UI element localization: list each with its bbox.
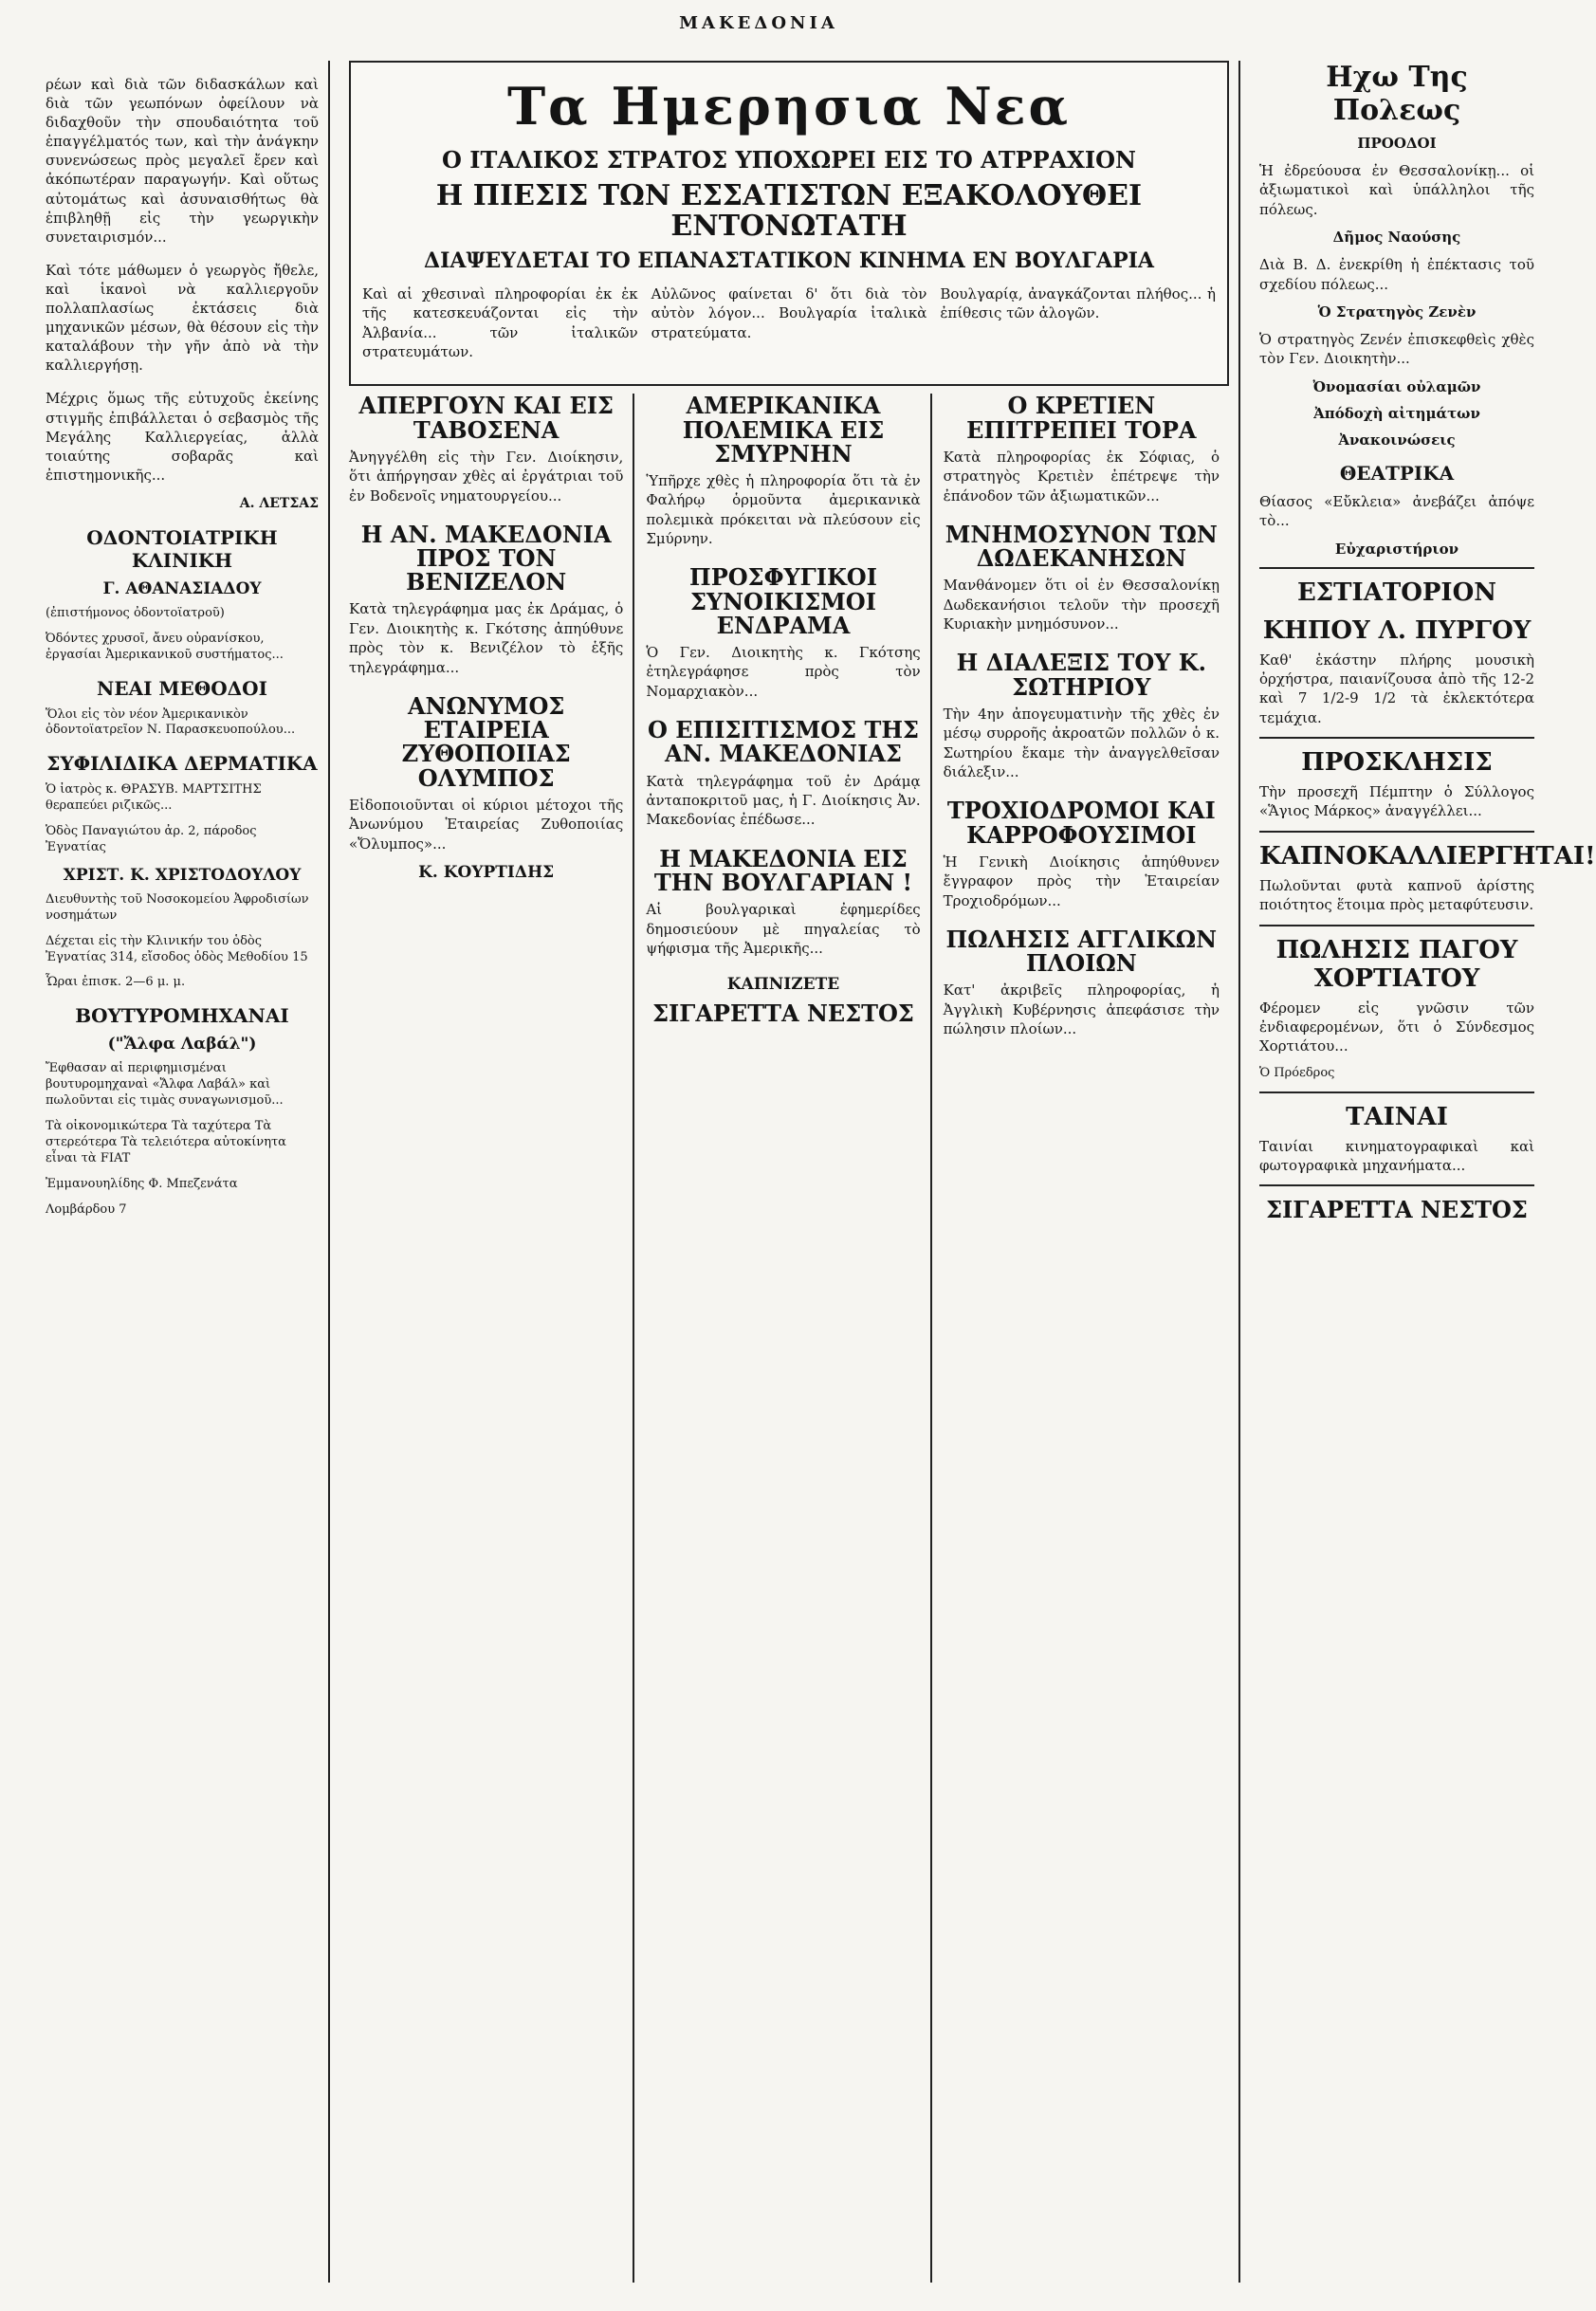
ice-sale-ad-title: ΠΩΛΗΣΙΣ ΠΑΓΟΥ ΧΟΡΤΙΑΤΟΥ [1275, 935, 1518, 993]
left-intro-text-2: Καὶ τότε μάθωμεν ὁ γεωργὸς ἤθελε, καὶ ἱκανοὶ νὰ καλλιεργοῦν πολλαπλασίως ἐκτάσεις διὰ μηχανικῶν μέσων, θὰ θέσουν εἰς τὴν καταλάβουν τὴν γῆν ἀπὸ νὰ τὴν καλλιεργήσῃ. [46, 261, 319, 375]
films-ad-title: ΤΑΙΝΑΙ [1346, 1102, 1448, 1131]
masthead-title: ΜΑΚΕΔΟΝΙΑ [679, 13, 838, 33]
section-brand: Τα Ημερησια Νεα [506, 76, 1072, 137]
story-voulgarian [646, 844, 921, 959]
story-kretien-text: Κατὰ πληροφορίας ἐκ Σόφιας, ὁ στρατηγὸς Κρετιὲν ἐπέτρεψε τὴν ἐπάνοδον τῶν ἀξιωματικῶν... [943, 448, 1220, 504]
dental-text: Ὀδόντες χρυσοῖ, ἄνευ οὐρανίσκου, ἐργασίαι Ἀμερικανικοῦ συστήματος... [46, 631, 284, 662]
lead-columns [362, 284, 1216, 372]
story-makedonia-text: Κατὰ τηλεγράφημα μας ἐκ Δράμας, ὁ Γεν. Διοικητὴς κ. Γκότσης ἀπηύθυνε πρὸς τὸν κ. Βενιζέλον τὸ ἑξῆς τηλεγράφημα... [349, 600, 624, 676]
films-ad-text: Ταινίαι κινηματογραφικαὶ καὶ φωτογραφικὰ μηχανήματα... [1259, 1137, 1534, 1175]
restaurant-ad-title: ΕΣΤΙΑΤΟΡΙΟΝ [1296, 578, 1496, 607]
right-section-2: Δῆμος Ναούσης [1332, 229, 1461, 247]
story-voulgarian-title: Η ΜΑΚΕΔΟΝΙΑ ΕΙΣ ΤΗΝ ΒΟΥΛΓΑΡΙΑΝ ! [653, 844, 913, 896]
story-episitismos-text: Κατὰ τηλεγράφημα τοῦ ἐν Δράμᾳ ἀνταποκριτοῦ μας, ἡ Γ. Διοίκησις Ἀν. Μακεδονίας ἐπέδωσε... [646, 772, 921, 829]
story-americanika-title: ΑΜΕΡΙΚΑΝΙΚΑ ΠΟΛΕΜΙΚΑ ΕΙΣ ΣΜΥΡΝΗΝ [682, 392, 885, 468]
right-rule-6 [1259, 1184, 1534, 1186]
story-americanika-text: Ὑπῆρχε χθὲς ἡ πληροφορία ὅτι τὰ ἐν Φαλήρῳ ὁρμοῦντα ἀμερικανικὰ πολεμικὰ πρόκειται νὰ πλεύσουν εἰς Σμύρνην. [646, 471, 921, 548]
story-olympos-title: ΑΝΩΝΥΜΟΣ ΕΤΑΙΡΕΙΑ ΖΥΘΟΠΟΙΙΑΣ ΟΛΥΜΠΟΣ [401, 692, 571, 792]
right-column-title: Ηχω Της Πολεως [1326, 61, 1468, 127]
right-section-5: Ἀπόδοχὴ αἰτημάτων [1313, 404, 1480, 422]
left-intro-text: ρέων καὶ διὰ τῶν διδασκάλων καὶ διὰ τῶν γεωπόνων ὀφείλουν νὰ διδαχθοῦν τὴν σπουδαιότητα τοῦ ἐπαγγέλματός των, καὶ τὴν ἀνάγκην συνενώσεως πρὸς μεγαλεῖ ἔρεν καὶ ἀκόπωτέραν παραγωγήν. Καὶ οὕτως αὐτομάτως καὶ ἀσυναισθήτως θὰ ἐπιβληθῇ εἰς τὴν γεωργικὴν συνεταιρισμόν... [46, 76, 319, 246]
footer-address: Λομβάρδου 7 [46, 1201, 127, 1217]
right-rule-2 [1259, 737, 1534, 739]
factory-brand: ("Ἄλφα Λαβάλ") [107, 1035, 257, 1055]
ice-sale-ad-sign: Ὁ Πρόεδρος [1259, 1065, 1335, 1080]
right-text-7: Θίασος «Εὔκλεια» ἀνεβάζει ἀπόψε τὸ... [1259, 492, 1534, 530]
right-section-7: ΘΕΑΤΡΙΚΑ [1339, 461, 1455, 485]
news-column-1 [349, 394, 634, 2283]
factory-text: Ἔφθασαν αἱ περιφημισμέναι βουτυρομηχαναὶ «Ἄλφα Λαβάλ» καὶ πωλοῦνται εἰς τιμὰς συναγωνισμοῦ... [46, 1061, 284, 1109]
center-column [349, 61, 1240, 2283]
right-column [1259, 61, 1596, 2283]
left-author: Α. ΛΕΤΣΑΣ [239, 495, 319, 511]
lead-kicker: Ο ΙΤΑΛΙΚΟΣ ΣΤΡΑΤΟΣ ΥΠΟΧΩΡΕΙ ΕΙΣ ΤΟ ΑΤΡΡΑΧΙΟΝ [442, 146, 1136, 174]
story-polisis [944, 927, 1220, 1039]
ice-sale-ad-text: Φέρομεν εἰς γνῶσιν τῶν ἐνδιαφερομένων, ὅτι ὁ Σύνδεσμος Χορτιάτου... [1259, 999, 1534, 1055]
invitation-ad-text: Τὴν προσεχῆ Πέμπτην ὁ Σύλλογος «Ἅγιος Μάρκος» ἀναγγέλλει... [1259, 783, 1534, 820]
syphilis-address: Ὁδὸς Παναγιώτου ἀρ. 2, πάροδος Ἐγνατίας [46, 824, 257, 854]
restaurant-ad-text: Καθ' ἑκάστην πλήρης μουσικὴ ὀρχήστρα, παιανίζουσα ἀπὸ τῆς 12-2 καὶ 7 1/2-9 1/2 τὰ ἐκλεκτότερα τεμάχια. [1259, 651, 1534, 726]
story-trochiodromoi [944, 798, 1220, 910]
factory-title: ΒΟΥΤΥΡΟΜΗΧΑΝΑΙ [75, 1004, 289, 1028]
story-episitismos-title: Ο ΕΠΙΣΙΤΙΣΜΟΣ ΤΗΣ ΑΝ. ΜΑΚΕΔΟΝΙΑΣ [647, 716, 919, 768]
lead-section [349, 61, 1229, 386]
story-prosfygikoi [646, 565, 920, 701]
story-kretien [944, 394, 1220, 505]
story-makedonia [349, 520, 624, 677]
dental-name: Γ. ΑΘΑΝΑΣΙΑΔΟΥ [102, 578, 262, 598]
lead-text-2: Αὐλῶνος φαίνεται δ' ὅτι διὰ τὸν αὐτὸν λόγον... Βουλγαρία ἰταλικὰ στρατεύματα. [651, 284, 927, 341]
invitation-ad-title: ΠΡΟΣΚΛΗΣΙΣ [1301, 748, 1493, 778]
story-makedonia-title: Η ΑΝ. ΜΑΚΕΔΟΝΙΑ ΠΡΟΣ ΤΟΝ ΒΕΝΙΖΕΛΟΝ [360, 520, 612, 596]
story-trochiodromoi-text: Ἡ Γενικὴ Διοίκησις ἀπηύθυνεν ἔγγραφον πρὸς τὴν Ἑταιρείαν Τροχιοδρόμων... [943, 853, 1220, 909]
lead-text-1: Καὶ αἱ χθεσιναὶ πληροφορίαι ἐκ ἐκ τῆς κατεσκευάζονται εἰς τὴν Ἀλβανία... τῶν ἰταλικῶν στρατευμάτων. [362, 284, 638, 360]
dental-title: ΟΔΟΝΤΟΙΑΤΡΙΚΗ ΚΛΙΝΙΚΗ [86, 525, 278, 572]
story-dialexis-title: Η ΔΙΑΛΕΞΙΣ ΤΟΥ Κ. ΣΩΤΗΡΙΟΥ [956, 649, 1206, 701]
restaurant-ad-subtitle: ΚΗΠΟΥ Λ. ΠΥΡΓΟΥ [1262, 615, 1532, 645]
lead-subhead: ΔΙΑΨΕΥΔΕΤΑΙ ΤΟ ΕΠΑΝΑΣΤΑΤΙΚΟΝ ΚΙΝΗΜΑ ΕΝ ΒΟΥΛΓΑΡΙΑ [424, 248, 1154, 273]
cigarette-ad-line-2: ΣΙΓΑΡΕΤΤΑ ΝΕΣΤΟΣ [652, 1000, 914, 1028]
tobacco-ad-title: ΚΑΠΝΟΚΑΛΛΙΕΡΓΗΤΑΙ! [1259, 841, 1596, 871]
right-text-1: Ἡ ἐδρεύουσα ἐν Θεσσαλονίκῃ... οἱ ἀξιωματικοὶ καὶ ὑπάλληλοι τῆς πόλεως. [1259, 162, 1534, 218]
syphilis-title: ΣΥΦΙΛΙΔΙΚΑ ΔΕΡΜΑΤΙΚΑ [46, 752, 318, 776]
story-olympos-text: Εἰδοποιοῦνται οἱ κύριοι μέτοχοι τῆς Ἀνωνύμου Ἑταιρείας Ζυθοποιίας «Ὄλυμπος»... [349, 796, 624, 853]
right-section-4: Ὀνομασίαι οὐλαμῶν [1312, 377, 1481, 395]
story-mnimosynon [943, 520, 1220, 634]
dental-subtitle: (ἐπιστήμονος ὀδοντοϊατροῦ) [46, 605, 225, 620]
lead-headline: Η ΠΙΕΣΙΣ ΤΩΝ ΕΣΣΑΤΙΣΤΩΝ ΕΞΑΚΟΛΟΥΘΕΙ ΕΝΤΟΝΩΤΑΤΗ [435, 179, 1143, 244]
left-intro-text-3: Μέχρις ὅμως τῆς εὐτυχοῦς ἐκείνης στιγμῆς ἐπιβάλλεται ὁ σεβασμὸς τῆς Μεγάλης Καλλιεργείας, ἀλλὰ τοιαύτης σοβαρᾶς καὶ ἐπιστημονικῆς... [46, 390, 319, 484]
news-column-2 [646, 394, 931, 2283]
story-episitismos [646, 718, 920, 830]
story-polisis-text: Κατ' ἀκριβεῖς πληροφορίας, ἡ Ἀγγλικὴ Κυβέρνησις ἀπεφάσισε τὴν πώλησιν πλοίων... [943, 981, 1220, 1038]
page-columns [46, 61, 1596, 2283]
right-cigarette-ad: ΣΙΓΑΡΕΤΤΑ ΝΕΣΤΟΣ [1266, 1196, 1528, 1224]
left-column [46, 61, 330, 2283]
cigarette-ad-line-1: ΚΑΠΝΙΖΕΤΕ [726, 975, 840, 995]
story-dialexis-text: Τὴν 4ην ἀπογευματινὴν τῆς χθὲς ἐν μέσῳ συρροῆς ἀκροατῶν πολλῶν ὁ κ. Σωτηρίου ἔκαμε τὴν ἀναγγελθεῖσαν διάλεξιν... [943, 705, 1220, 780]
story-dialexis [944, 651, 1220, 781]
right-rule-1 [1259, 567, 1534, 569]
right-text-3: Ὁ στρατηγὸς Ζενέν ἐπισκεφθεὶς χθὲς τὸν Γεν. Διοικητὴν... [1259, 330, 1534, 368]
doctor-role: Διευθυντὴς τοῦ Νοσοκομείου Ἀφροδισίων νοσημάτων [46, 891, 309, 923]
story-apergoun-text: Ἀνηγγέλθη εἰς τὴν Γεν. Διοίκησιν, ὅτι ἀπήργησαν χθὲς αἱ ἐργάτριαι τοῦ ἐν Βοδενοῖς νηματουργείου... [349, 448, 624, 504]
right-rule-3 [1259, 831, 1534, 833]
story-voulgarian-text: Αἱ βουλγαρικαὶ ἐφημερίδες δημοσιεύουν μὲ πηγαλείας τὸ ψήφισμα τῆς Ἀμερικῆς... [646, 901, 921, 957]
story-cigarette-ad [646, 975, 920, 1028]
story-apergoun-title: ΑΠΕΡΓΟΥΝ ΚΑΙ ΕΙΣ ΤΑΒΟΣΕΝΑ [358, 392, 614, 444]
tobacco-ad-text: Πωλοῦνται φυτὰ καπνοῦ ἀρίστης ποιότητος ἕτοιμα πρὸς μεταφύτευσιν. [1259, 876, 1534, 914]
story-mnimosynon-title: ΜΝΗΜΟΣΥΝΟΝ ΤΩΝ ΔΩΔΕΚΑΝΗΣΩΝ [945, 520, 1218, 573]
story-polisis-title: ΠΩΛΗΣΙΣ ΑΓΓΛΙΚΩΝ ΠΛΟΙΩΝ [945, 925, 1218, 978]
story-trochiodromoi-title: ΤΡΟΧΙΟΔΡΟΜΟΙ ΚΑΙ ΚΑΡΡΟΦΟΥΣΙΜΟΙ [946, 797, 1216, 849]
right-section-8: Εὐχαριστήριον [1334, 540, 1459, 558]
story-olympos [349, 694, 623, 882]
news-column-3 [944, 394, 1229, 2283]
story-prosfygikoi-title: ΠΡΟΣΦΥΓΙΚΟΙ ΣΥΝΟΙΚΙΣΜΟΙ ΕΝΔΡΑΜΑ [689, 563, 877, 639]
new-method-text: Ὅλοι εἰς τὸν νέον Ἀμερικανικὸν ὀδοντοϊατρεῖον Ν. Παρασκευοπούλου... [46, 706, 296, 738]
right-text-2: Διὰ Β. Δ. ἐνεκρίθη ἡ ἐπέκτασις τοῦ σχεδίου πόλεως... [1259, 256, 1534, 293]
lower-news-grid [349, 394, 1229, 2283]
story-prosfygikoi-text: Ὁ Γεν. Διοικητὴς κ. Γκότσης ἐτηλεγράφησε πρὸς τὸν Νομαρχιακὸν... [646, 644, 921, 700]
story-apergoun [349, 394, 623, 505]
new-method-title: ΝΕΑΙ ΜΕΘΟΔΟΙ [97, 676, 267, 700]
doctor-address: Δέχεται εἰς τὴν Κλινικήν του ὁδὸς Ἐγνατίας 314, εἴσοδος ὁδὸς Μεθοδίου 15 [46, 933, 308, 964]
doctor-name: ΧΡΙΣΤ. Κ. ΧΡΙΣΤΟΔΟΥΛΟΥ [63, 865, 302, 885]
right-section-3: Ὁ Στρατηγὸς Ζενὲν [1317, 303, 1477, 321]
story-mnimosynon-text: Μανθάνομεν ὅτι οἱ ἐν Θεσσαλονίκῃ Δωδεκανήσιοι τελοῦν τὴν προσεχῆ Κυριακὴν μνημόσυνον... [943, 577, 1220, 633]
lead-text-3: Βουλγαρίᾳ, ἀναγκάζονται πλήθος... ἡ ἐπίθεσις τῶν ἀλογῶν. [940, 284, 1216, 322]
right-section-6: Ἀνακοινώσεις [1338, 431, 1456, 449]
right-rule-5 [1259, 1091, 1534, 1093]
factory-footer: Τὰ οἰκονομικώτερα Τὰ ταχύτερα Τὰ στερεότερα Τὰ τελειότερα αὐτοκίνητα εἶναι τὰ FIAT [46, 1119, 286, 1165]
story-kretien-title: Ο ΚΡΕΤΙΕΝ ΕΠΙΤΡΕΠΕΙ ΤΟΡΑ [966, 392, 1197, 444]
doctor-hours: Ὧραι ἐπισκ. 2—6 μ. μ. [46, 975, 186, 990]
story-olympos-name: Κ. ΚΟΥΡΤΙΔΗΣ [418, 862, 555, 882]
right-section-1: ΠΡΟΟΔΟΙ [1357, 135, 1437, 152]
right-rule-4 [1259, 925, 1534, 926]
story-americanika [646, 394, 920, 548]
syphilis-text: Ὁ ἰατρὸς κ. ΘΡΑΣΥΒ. ΜΑΡΤΣΙΤΗΣ θεραπεύει ριζικῶς... [46, 782, 262, 814]
footer-name: Ἐμμανουηλίδης Φ. Μπεζενάτα [46, 1176, 238, 1191]
